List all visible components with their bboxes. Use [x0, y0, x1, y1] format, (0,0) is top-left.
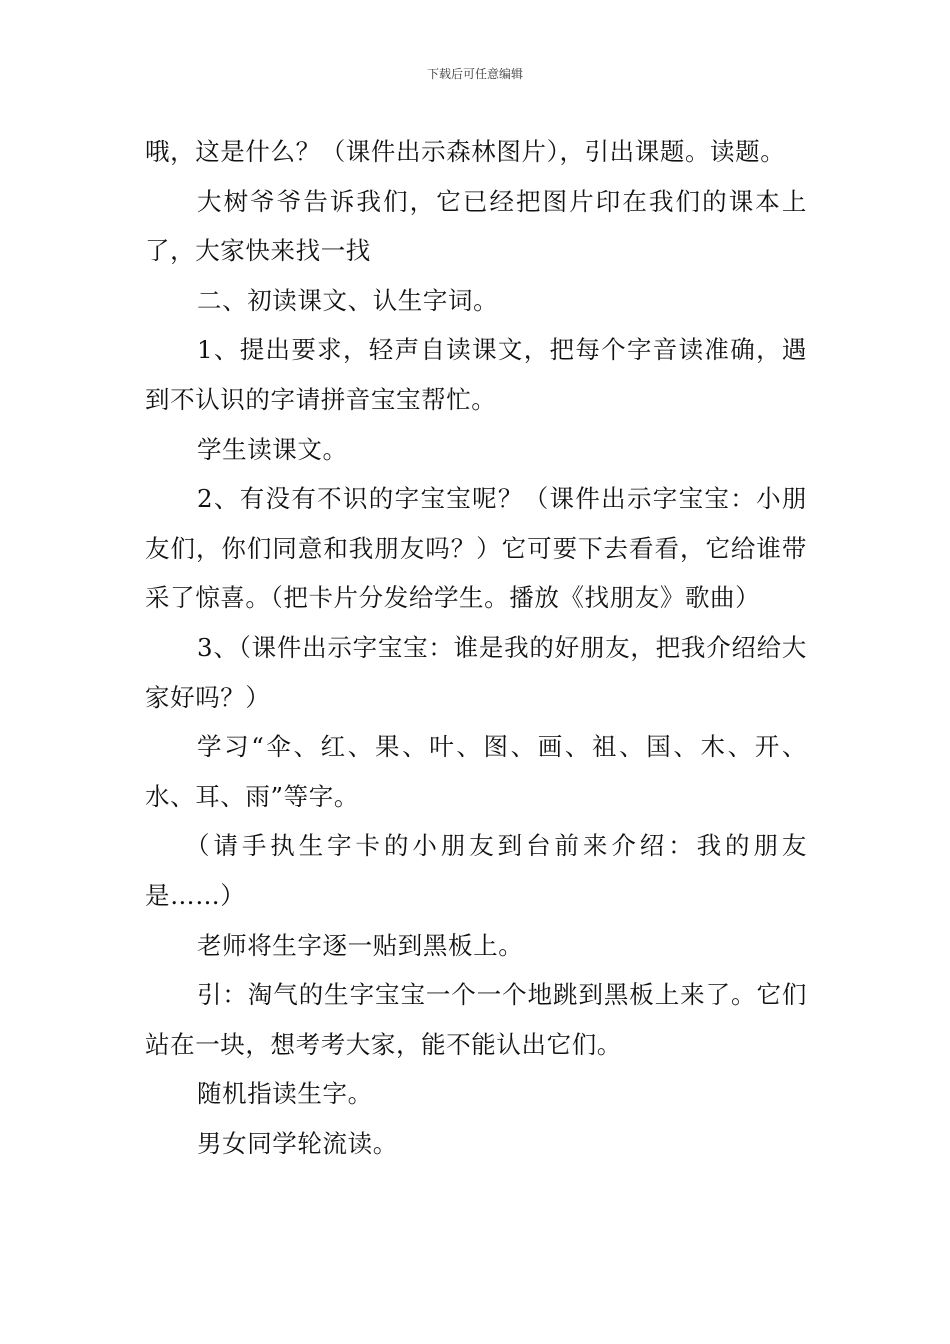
section-heading: 二、初读课文、认生字词。: [197, 285, 499, 315]
paragraph-10: 老师将生字逐一贴到黑板上。: [197, 930, 524, 960]
paragraph-9: （请手执生字卡的小朋友到台前来介绍：我的朋友是……）: [145, 831, 807, 910]
paragraph-step-3: 3、（课件出示字宝宝：谁是我的好朋友，把我介绍给大家好吗？）: [145, 632, 807, 712]
paragraph-13: 男女同学轮流读。: [197, 1128, 398, 1158]
paragraph-step-1: 1、提出要求，轻声自读课文，把每个字音读准确，遇到不认识的字请拼音宝宝帮忙。: [145, 335, 807, 414]
paragraph-11: 引：淘气的生字宝宝一个一个地跳到黑板上来了。它们站在一块，想考考大家，能不能认出它们。: [145, 980, 807, 1059]
paragraph-1: 哦，这是什么？（课件出示森林图片），引出课题。读题。: [145, 137, 786, 166]
paragraph-8: 学习“伞、红、果、叶、图、画、祖、国、木、开、水、耳、雨”等字。: [145, 732, 807, 811]
paragraph-step-2: 2、有没有不识的字宝宝呢？（课件出示字宝宝：小朋友们，你们同意和我朋友吗？）它可要下去看看，它给谁带采了惊喜。（把卡片分发给学生。播放《找朋友》歌曲）: [145, 484, 807, 613]
paragraph-5: 学生读课文。: [197, 434, 348, 464]
document-body: [145, 127, 807, 1168]
paragraph-12: 随机指读生字。: [197, 1079, 373, 1109]
paragraph-2: 大树爷爷告诉我们，它已经把图片印在我们的课本上了，大家快来找一找: [145, 186, 807, 266]
page-header: 下载后可任意编辑: [426, 67, 523, 81]
